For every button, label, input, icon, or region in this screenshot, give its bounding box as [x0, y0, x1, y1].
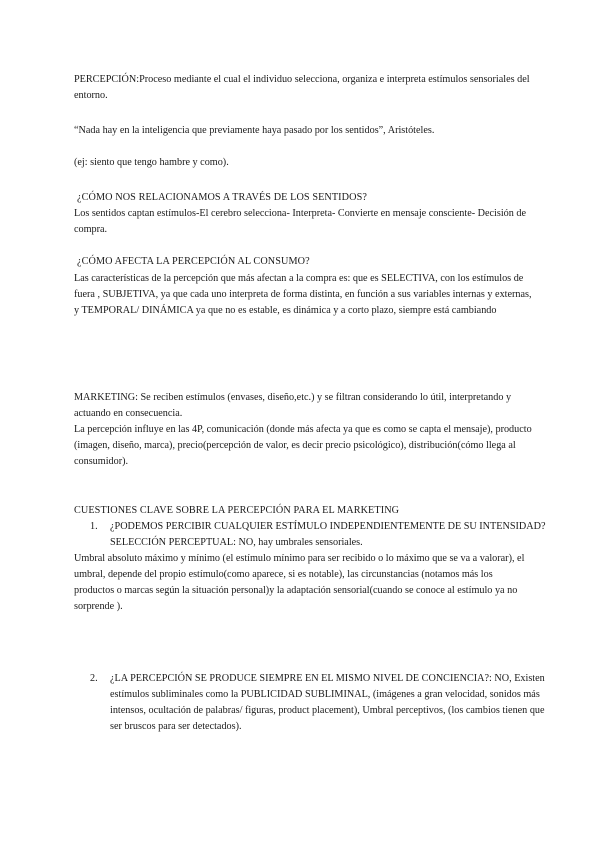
cuestiones-heading: CUESTIONES CLAVE SOBRE LA PERCEPCIÓN PARA EL MARKETING [74, 505, 400, 516]
aristotle-quote: “Nada hay en la inteligencia que previamente haya pasado por los sentidos”, Aristóteles. [74, 125, 435, 136]
example-line: (ej: siento que tengo hambre y como). [74, 157, 229, 168]
question-2: ¿LA PERCEPCIÓN SE PRODUCE SIEMPRE EN EL MISMO NIVEL DE CONCIENCIA?: NO, Existen estímulos subliminales como la PUBLICIDAD SUBLIMINAL, (imágenes a gran velocidad, sonidos más intensos, ocultación de palabras/ figuras, product placement), Umbral perceptivos, (los cambios tienen que ser bruscos para ser detectados). [110, 673, 545, 732]
section2-heading: ¿CÓMO AFECTA LA PERCEPCIÓN AL CONSUMO? [77, 256, 310, 267]
section1-body: Los sentidos captan estímulos-El cerebro selecciona- Interpreta- Convierte en mensaje consciente- Decisión de compra. [74, 208, 527, 235]
section1-heading: ¿CÓMO NOS RELACIONAMOS A TRAVÉS DE LOS SENTIDOS? [77, 192, 367, 203]
marketing-4p-paragraph: La percepción influye en las 4P, comunicación (donde más afecta ya que es como se capta el mensaje), producto (imagen, diseño, marca), precio(percepción de valor, es decir precio psicológico), distribución(cómo llega al consumidor). [74, 424, 532, 467]
question-1-body: Umbral absoluto máximo y mínimo (el estímulo mínimo para ser recibido o lo máximo que se va a valorar), el umbral, depende del propio estímulo(como aparece, si es notable), las circunstancias (notamos más los productos o marcas según la situación personal)y la adaptación sensorial(cuando se conoce al estímulo ya no sorprende ). [74, 553, 525, 612]
list-number-2: 2. [90, 673, 98, 684]
percepcion-definition: PERCEPCIÓN:Proceso mediante el cual el individuo selecciona, organiza e interpreta estímulos sensoriales del entorno. [74, 74, 530, 101]
marketing-paragraph: MARKETING: Se reciben estímulos (envases, diseño,etc.) y se filtran considerando lo útil, interpretando y actuando en consecuencia. [74, 392, 512, 419]
question-1: ¿PODEMOS PERCIBIR CUALQUIER ESTÍMULO INDEPENDIENTEMENTE DE SU INTENSIDAD? SELECCIÓN PERCEPTUAL: NO, hay umbrales sensoriales. [110, 521, 546, 548]
list-number-1: 1. [90, 521, 98, 532]
section2-body: Las características de la percepción que más afectan a la compra es: que es SELECTIVA, con los estímulos de fuera , SUBJETIVA, ya que cada uno interpreta de forma distinta, en función a sus variables internas y externas, y TEMPORAL/ DINÁMICA ya que no es estable, es dinámica y a corto plazo, siempre está cambiando [74, 273, 532, 316]
